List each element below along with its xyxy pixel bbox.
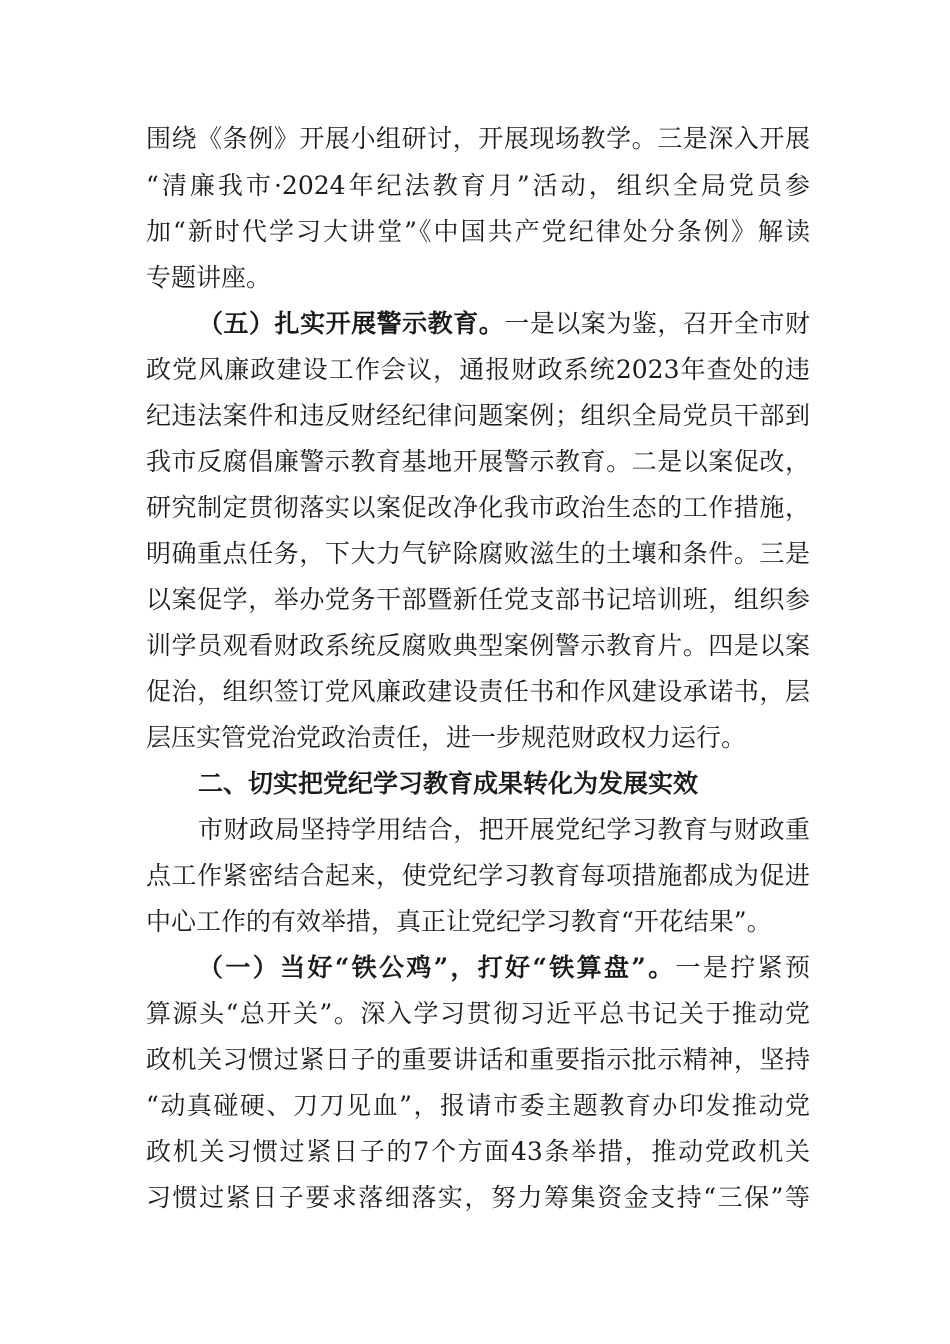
- paragraph-line: 我市反腐倡廉警示教育基地开展警示教育。二是以案促改，: [146, 447, 810, 476]
- paragraph-line: 明确重点任务，下大力气铲除腐败滋生的土壤和条件。三是: [146, 539, 810, 568]
- paragraph-line: 算源头“总开关”。深入学习贯彻习近平总书记关于推动党: [146, 999, 810, 1028]
- paragraph-text: 一是以案为鉴，召开全市财: [504, 309, 810, 338]
- paragraph-line: 中心工作的有效举措，真正让党纪学习教育“开花结果”。: [146, 907, 772, 936]
- paragraph-line: 政机关习惯过紧日子的重要讲话和重要指示批示精神，坚持: [146, 1045, 810, 1074]
- paragraph-line: 习惯过紧日子要求落细落实，努力筹集资金支持“三保”等: [146, 1183, 810, 1212]
- paragraph-line: 研究制定贯彻落实以案促改净化我市政治生态的工作措施，: [146, 493, 810, 522]
- paragraph-line: 市财政局坚持学用结合，把开展党纪学习教育与财政重: [198, 815, 810, 844]
- paragraph-line: “动真碰硬、刀刀见血”，报请市委主题教育办印发推动党: [146, 1091, 810, 1120]
- paragraph-line: 围绕《条例》开展小组研讨，开展现场教学。三是深入开展: [146, 124, 810, 153]
- section-lead-line: [198, 948, 810, 988]
- paragraph-line: 加“新时代学习大讲堂”《中国共产党纪律处分条例》解读: [146, 217, 810, 246]
- paragraph-line: 训学员观看财政系统反腐败典型案例警示教育片。四是以案: [146, 631, 810, 660]
- paragraph-line: “清廉我市·2024年纪法教育月”活动，组织全局党员参: [146, 171, 810, 200]
- paragraph-line: 层压实管党治党政治责任，进一步规范财政权力运行。: [146, 723, 747, 752]
- paragraph-text: 一是拧紧预: [675, 953, 810, 982]
- paragraph-line: 专题讲座。: [146, 263, 272, 292]
- paragraph-line: 政党风廉政建设工作会议，通报财政系统2023年查处的违: [146, 355, 810, 384]
- section-lead-line: [198, 304, 810, 344]
- paragraph-line: 促治，组织签订党风廉政建设责任书和作风建设承诺书，层: [146, 677, 810, 706]
- section-heading-two: 二、切实把党纪学习教育成果转化为发展实效: [198, 769, 699, 798]
- paragraph-line: 以案促学，举办党务干部暨新任党支部书记培训班，组织参: [146, 585, 810, 614]
- paragraph-line: 纪违法案件和违反财经纪律问题案例；组织全局党员干部到: [146, 401, 810, 430]
- paragraph-line: 点工作紧密结合起来，使党纪学习教育每项措施都成为促进: [146, 861, 810, 890]
- paragraph-line: 政机关习惯过紧日子的7个方面43条举措，推动党政机关: [146, 1137, 810, 1166]
- section-heading-one: （一）当好“铁公鸡”，打好“铁算盘”。: [198, 953, 676, 982]
- section-heading-five: （五）扎实开展警示教育。: [198, 309, 505, 338]
